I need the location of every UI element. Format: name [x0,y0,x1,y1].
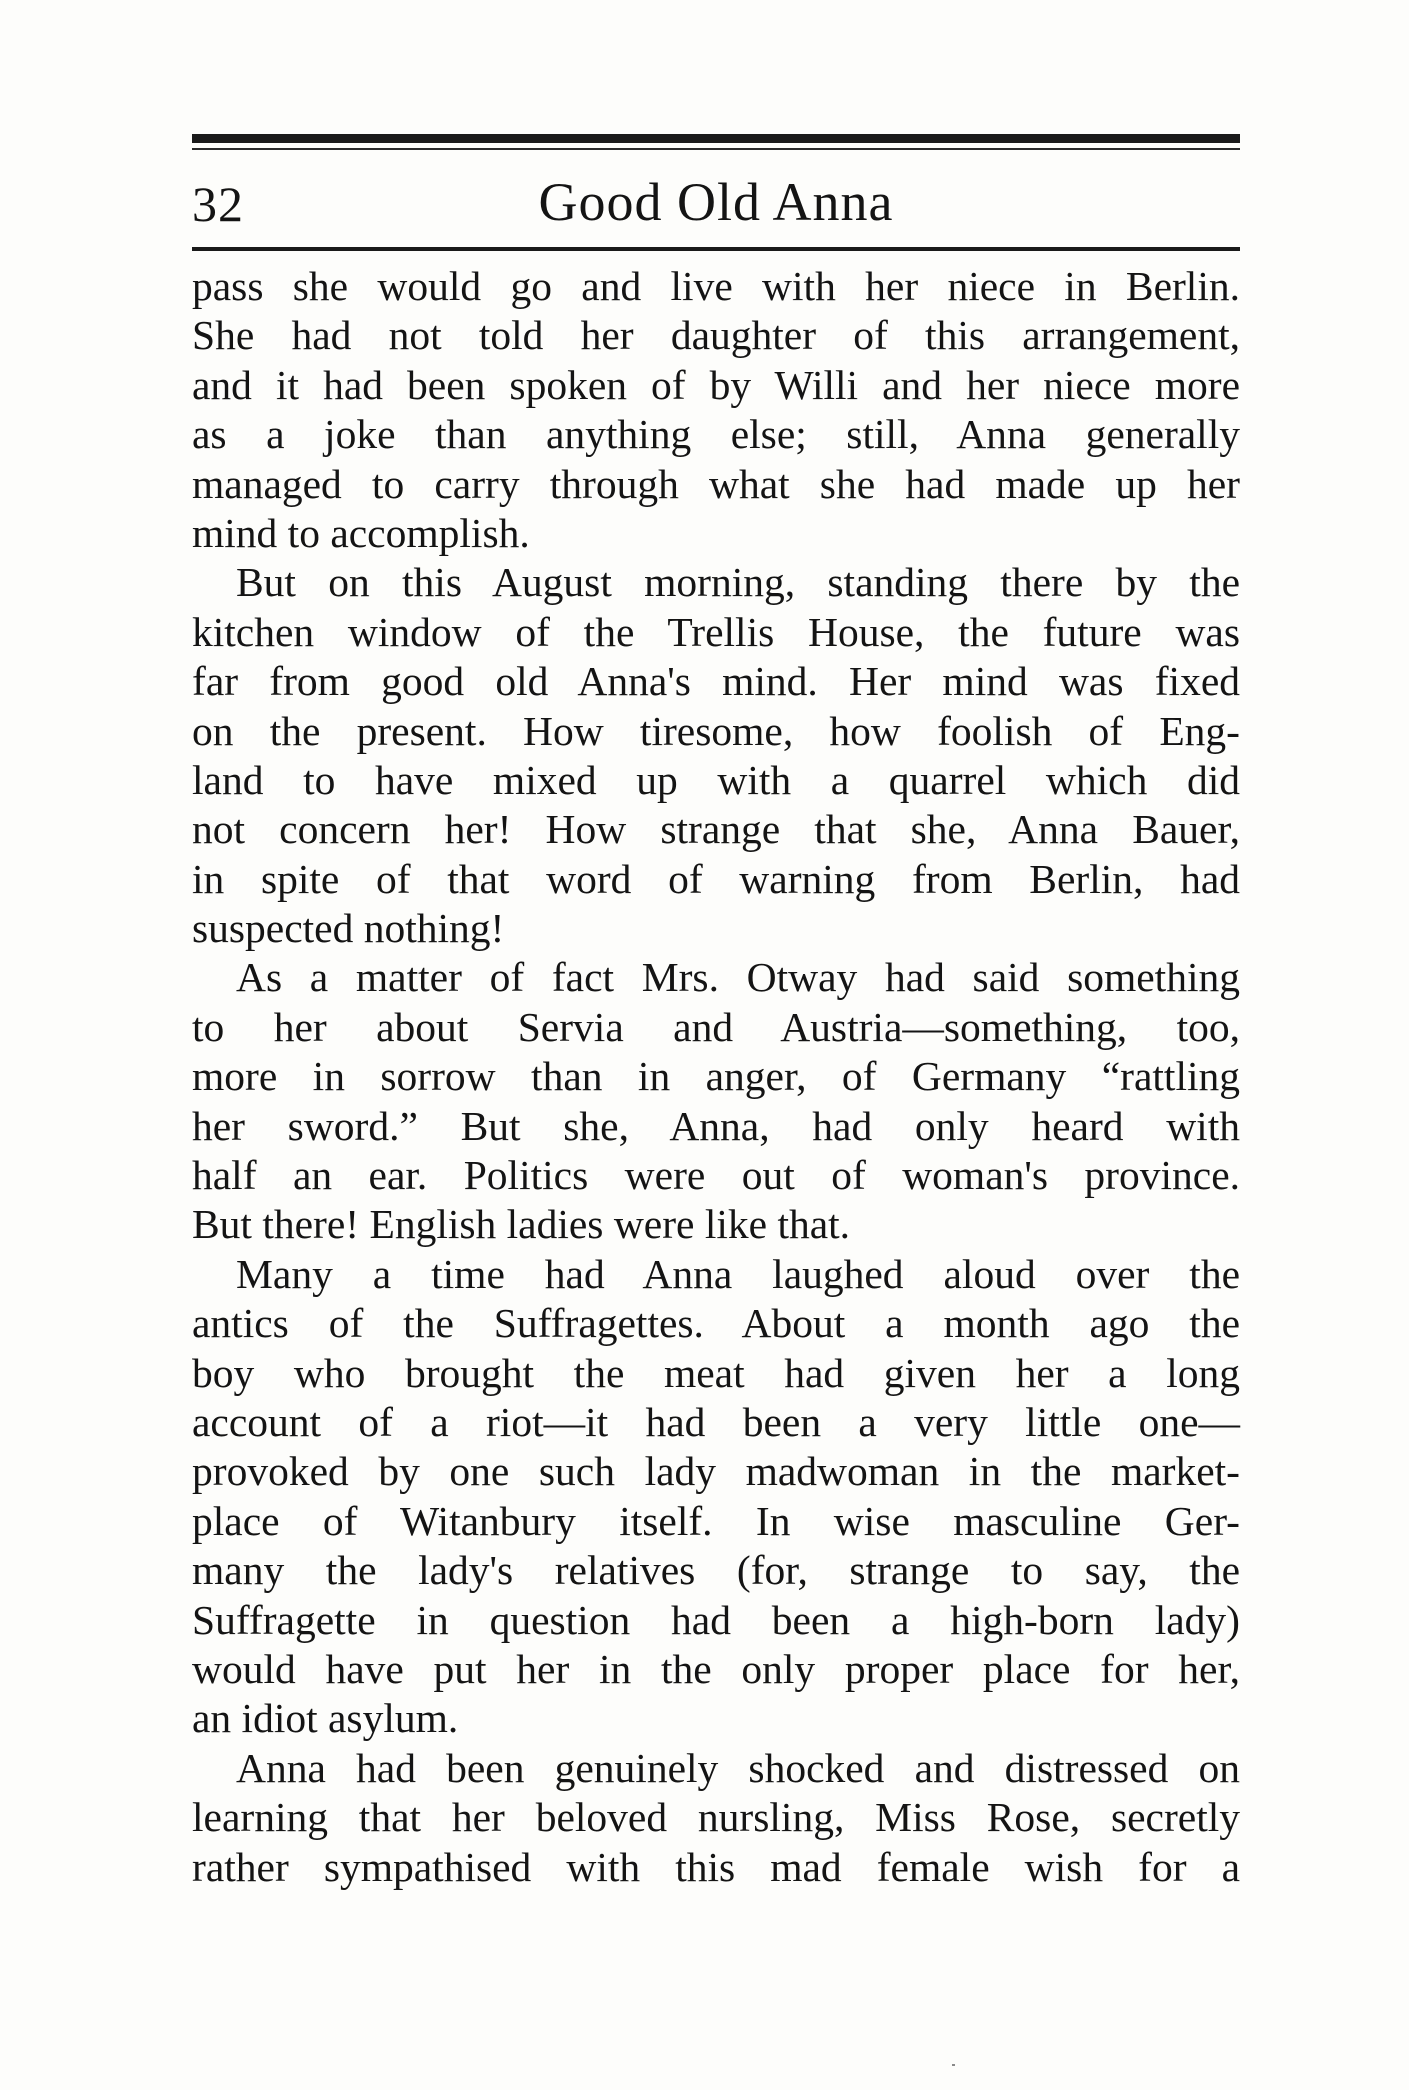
text-line: Anna had been genuinely shocked and distressed on [236,1744,1240,1791]
text-line: provoked by one such lady madwoman in the market- [192,1448,1240,1495]
text-line: She had not told her daughter of this arrangement, [192,312,1240,359]
text-line: on the present. How tiresome, how foolish of Eng- [192,707,1240,754]
text-line: far from good old Anna's mind. Her mind was fixed [192,658,1240,705]
text-line: kitchen window of the Trellis House, the future was [192,608,1240,655]
text-line: But on this August morning, standing there by the [236,559,1240,606]
paragraph [192,262,1240,558]
text-line: would have put her in the only proper place for her, [192,1645,1240,1692]
text-line: managed to carry through what she had made up her [192,460,1240,507]
text-line: boy who brought the meat had given her a long [192,1349,1240,1396]
text-line: place of Witanbury itself. In wise masculine Ger- [192,1497,1240,1544]
page-number: 32 [192,176,244,232]
paragraph [192,1250,1240,1744]
text-line: in spite of that word of warning from Berlin, had [192,855,1240,902]
text-line: Many a time had Anna laughed aloud over the [236,1250,1240,1297]
paragraph [192,558,1240,953]
header-underline-rule [192,247,1240,251]
book-title: Good Old Anna [538,172,894,232]
text-line: antics of the Suffragettes. About a month ago the [192,1300,1240,1347]
header-rule-thick [192,134,1240,143]
text-line: suspected nothing! [192,905,505,952]
text-line: account of a riot—it had been a very little one— [192,1398,1240,1445]
paragraph [192,1744,1240,1892]
text-line: pass she would go and live with her niece in Berlin. [192,263,1240,309]
text-line: half an ear. Politics were out of woman's province. [192,1152,1240,1199]
text-line: rather sympathised with this mad female wish for a [192,1843,1240,1890]
text-line: land to have mixed up with a quarrel which did [192,756,1240,803]
text-line: and it had been spoken of by Willi and her niece more [192,361,1240,408]
print-speck [952,2064,955,2066]
text-line: But there! English ladies were like that. [192,1201,851,1248]
text-line: as a joke than anything else; still, Anna generally [192,411,1240,458]
text-line: more in sorrow than in anger, of Germany “rattling [192,1053,1240,1100]
text-line: mind to accomplish. [192,509,530,556]
text-line: an idiot asylum. [192,1695,459,1742]
paragraph [192,953,1240,1249]
text-line: learning that her beloved nursling, Miss Rose, secretly [192,1794,1240,1841]
running-head [192,170,1240,240]
body-text [192,262,1240,1892]
text-line: to her about Servia and Austria—something, too, [192,1003,1240,1050]
text-line: Suffragette in question had been a high-born lady) [192,1596,1240,1643]
header-rule-thin [192,148,1240,150]
text-line: not concern her! How strange that she, Anna Bauer, [192,806,1240,853]
text-line: her sword.” But she, Anna, had only heard with [192,1102,1240,1149]
text-line: many the lady's relatives (for, strange to say, the [192,1547,1240,1594]
text-line: As a matter of fact Mrs. Otway had said something [236,954,1240,1001]
